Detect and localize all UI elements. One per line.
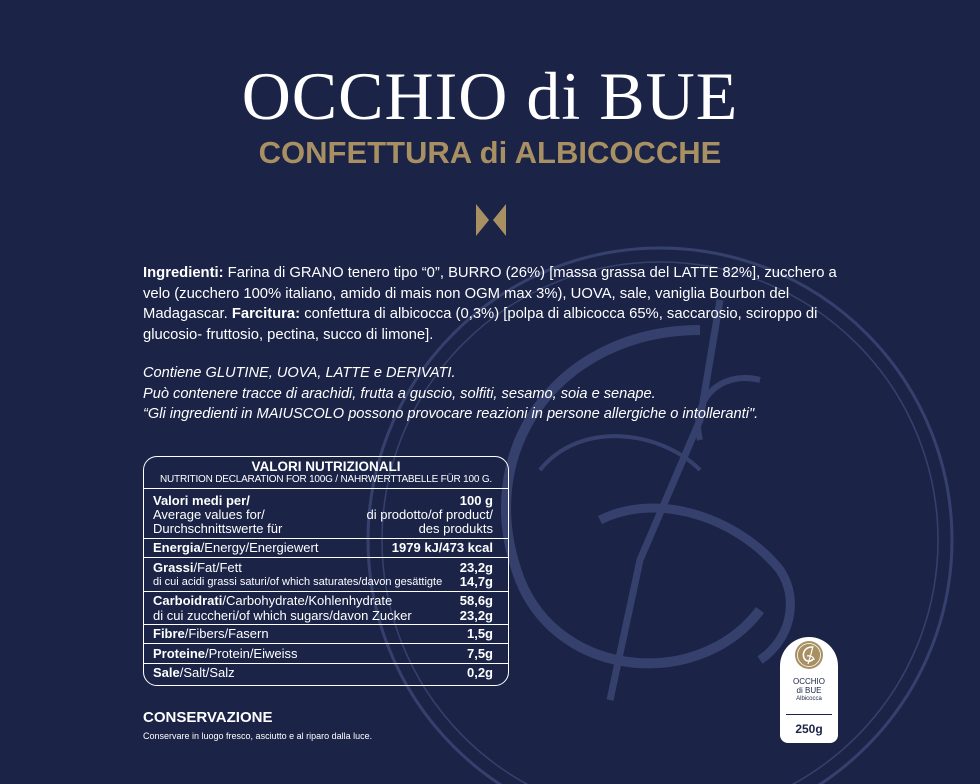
table-row: Proteine/Protein/Eiweiss 7,5g [153, 646, 493, 661]
table-row: Carboidrati/Carbohydrate/Kohlenhydrate 58,6g [153, 593, 493, 608]
ingredients-text: Farina di GRANO tenero tipo “0”, BURRO (26%) [massa grassa del LATTE 82%], zucchero a velo (zucchero 100% italiano, amido di mais non OGM max 3%), UOVA, sale, vaniglia Bourbon del Madagascar. [143, 265, 837, 322]
fibre-label: Fibre [153, 626, 185, 641]
fibre-value: 1,5g [466, 626, 493, 641]
nutrition-header [144, 457, 508, 488]
saturates-label: di cui acidi grassi saturi/of which saturates/davon gesättigte [153, 576, 443, 588]
storage-text: Conservare in luogo fresco, asciutto e al riparo dalla luce. [143, 731, 373, 741]
allergens-contains: Contiene GLUTINE, UOVA, LATTE e DERIVATI. [143, 365, 456, 381]
divider [144, 557, 508, 558]
allergens-block [143, 363, 863, 425]
sugars-value: 23,2g [459, 608, 493, 623]
ingredients-label: Ingredienti: [143, 265, 224, 281]
fat-value: 23,2g [459, 560, 493, 575]
tag-line3: Albicocca [796, 696, 822, 702]
divider [144, 663, 508, 664]
carbs-label: Carboidrati [153, 593, 223, 608]
per-value: 100 g [459, 493, 493, 508]
product-subtitle: CONFETTURA di ALBICOCCHE [258, 135, 722, 170]
fat-label: Grassi [153, 560, 194, 575]
divider [786, 714, 832, 715]
allergens-note: “Gli ingredienti in MAIUSCOLO possono provocare reazioni in persone allergiche o intolleranti". [143, 406, 759, 422]
nutrition-table [143, 456, 509, 686]
table-row [153, 494, 493, 508]
tag-weight: 250g [795, 722, 823, 736]
per-label-en: Average values for/ [153, 507, 265, 522]
table-row [153, 609, 493, 623]
per-unit: di prodotto/of product/ [366, 507, 493, 522]
salt-value: 0,2g [466, 665, 493, 680]
protein-label: Proteine [153, 646, 206, 661]
energy-label: Energia [153, 540, 201, 555]
table-row: Sale/Salt/Salz 0,2g [153, 665, 493, 680]
storage-title: CONSERVAZIONE [143, 709, 273, 726]
table-row: Energia/Energy/Energiewert 1979 kJ/473 kcal [153, 540, 493, 555]
divider [144, 624, 508, 625]
tag-line2: di BUE [796, 686, 822, 695]
table-row [153, 508, 493, 522]
product-title: OCCHIO di BUE [241, 58, 739, 134]
filling-text: confettura di albicocca (0,3%) [polpa di albicocca 65%, saccarosio, sciroppo di glucosio- fruttosio, pectina, succo di limone]. [143, 306, 818, 343]
bowtie-icon [475, 203, 507, 237]
tag-line1: OCCHIO [793, 677, 825, 686]
product-tag [780, 637, 838, 743]
per-unit-de: des produkts [418, 521, 493, 536]
table-row: Grassi/Fat/Fett 23,2g [153, 560, 493, 575]
sugars-label: di cui zuccheri/of which sugars/davon Zucker [153, 608, 412, 623]
saturates-value: 14,7g [459, 574, 493, 589]
protein-value: 7,5g [466, 646, 493, 661]
nutrition-title: VALORI NUTRIZIONALI [251, 459, 401, 474]
carbs-value: 58,6g [459, 593, 493, 608]
filling-label: Farcitura: [231, 306, 301, 322]
energy-value: 1979 kJ/473 kcal [391, 540, 493, 555]
allergens-traces: Può contenere tracce di arachidi, frutta a guscio, solfiti, sesamo, soia e senape. [143, 385, 656, 402]
table-row [153, 575, 493, 589]
divider [144, 488, 508, 489]
table-row: Fibre/Fibers/Fasern 1,5g [153, 626, 493, 641]
nutrition-subtitle: NUTRITION DECLARATION FOR 100G / NAHRWERTTABELLE FÜR 100 G. [160, 474, 492, 485]
ingredients-paragraph [143, 263, 863, 345]
brand-logo-icon [794, 640, 824, 670]
salt-label: Sale [153, 665, 180, 680]
table-row [153, 522, 493, 536]
divider [144, 643, 508, 644]
per-label: Valori medi per/ [153, 493, 250, 508]
divider [144, 538, 508, 539]
per-label-de: Durchschnittswerte für [153, 521, 283, 536]
divider [144, 591, 508, 592]
